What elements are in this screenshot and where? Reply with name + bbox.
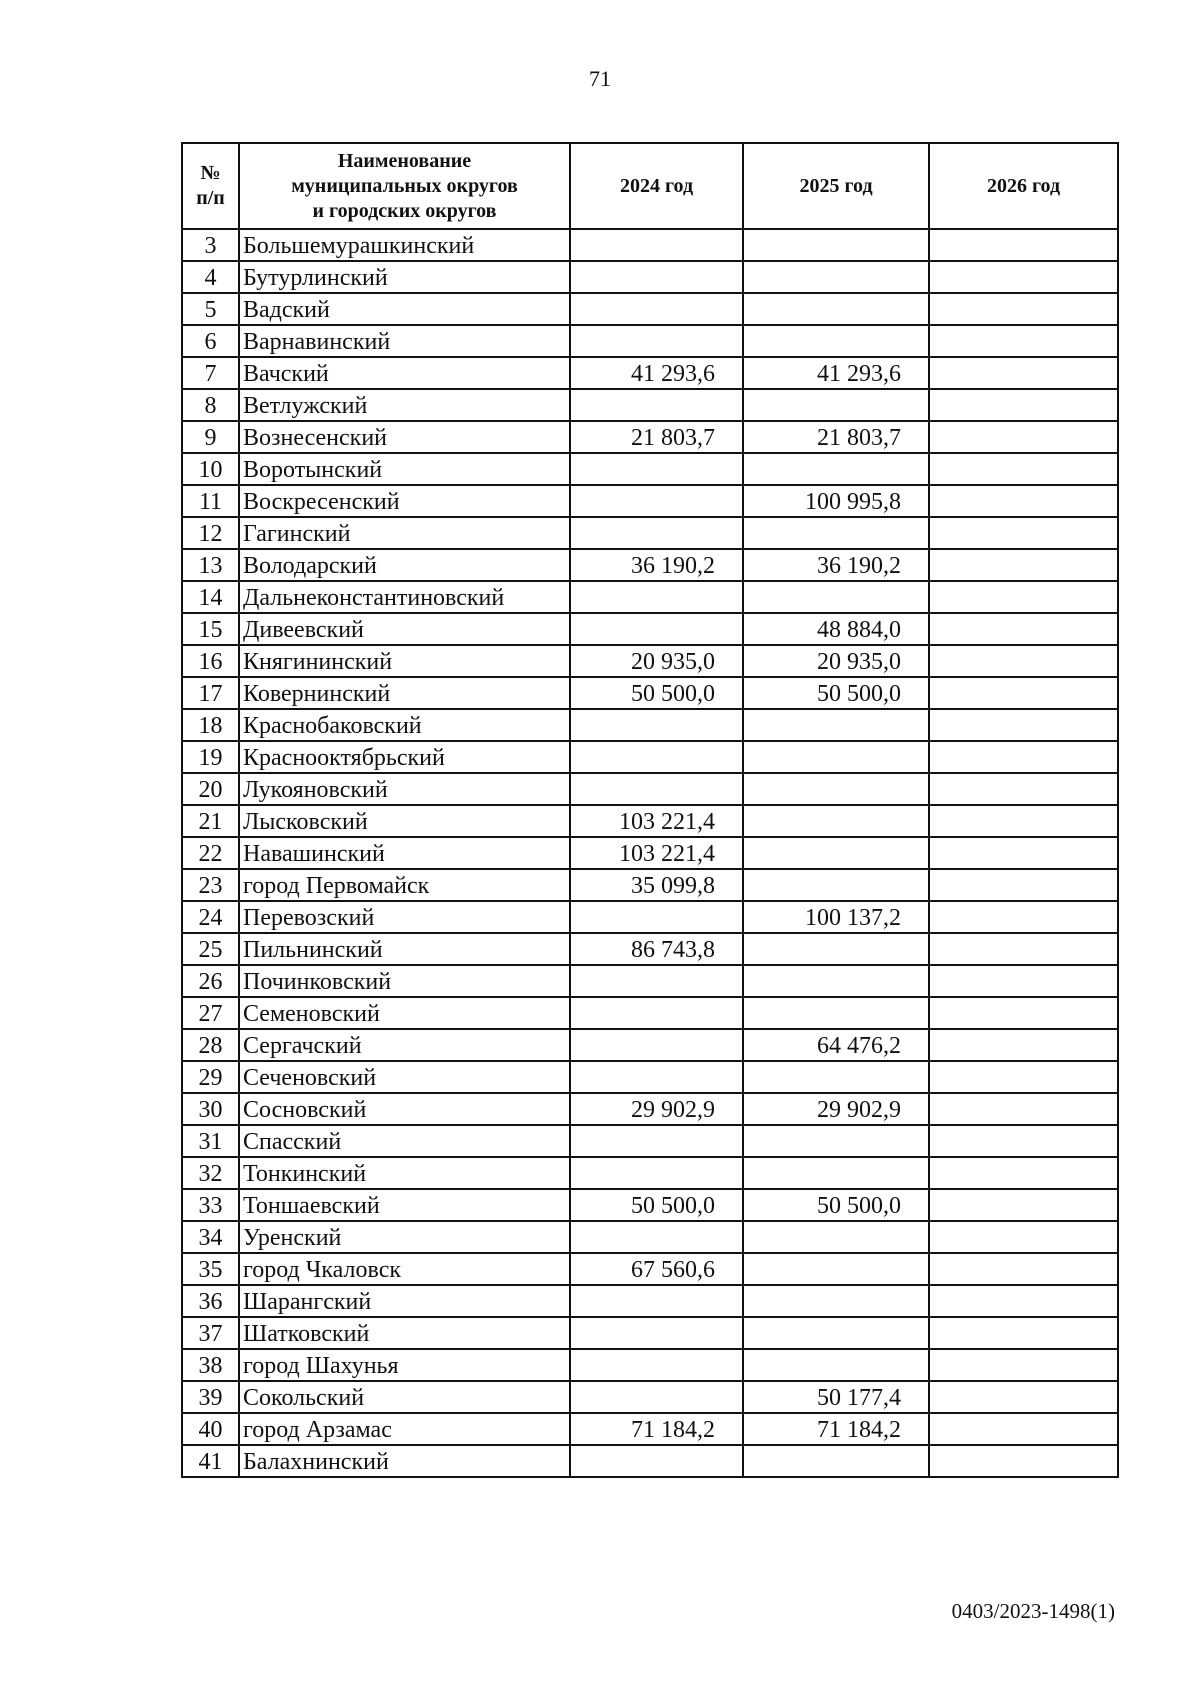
row-number-cell: 6 bbox=[182, 325, 239, 357]
value-2024-cell bbox=[570, 581, 743, 613]
value-2024-cell bbox=[570, 1125, 743, 1157]
value-2025-cell: 21 803,7 bbox=[743, 421, 929, 453]
value-2026-cell bbox=[929, 549, 1118, 581]
district-name-cell: Сергачский bbox=[239, 1029, 570, 1061]
row-number-cell: 24 bbox=[182, 901, 239, 933]
value-2026-cell bbox=[929, 1285, 1118, 1317]
value-2025-cell bbox=[743, 1061, 929, 1093]
header-row bbox=[182, 143, 1118, 229]
value-2024-cell bbox=[570, 741, 743, 773]
value-2025-cell bbox=[743, 1445, 929, 1477]
row-number-cell: 23 bbox=[182, 869, 239, 901]
value-2025-cell bbox=[743, 965, 929, 997]
table-row bbox=[182, 421, 1118, 453]
value-2025-cell: 64 476,2 bbox=[743, 1029, 929, 1061]
value-2026-cell bbox=[929, 421, 1118, 453]
value-2024-cell bbox=[570, 1445, 743, 1477]
district-name-cell: Вачский bbox=[239, 357, 570, 389]
district-name-cell: Воротынский bbox=[239, 453, 570, 485]
table-row bbox=[182, 1125, 1118, 1157]
table-row bbox=[182, 773, 1118, 805]
value-2026-cell bbox=[929, 645, 1118, 677]
value-2025-cell: 100 995,8 bbox=[743, 485, 929, 517]
table-row bbox=[182, 1381, 1118, 1413]
district-name-cell: Тонкинский bbox=[239, 1157, 570, 1189]
value-2024-cell: 41 293,6 bbox=[570, 357, 743, 389]
value-2024-cell bbox=[570, 1381, 743, 1413]
row-number-cell: 14 bbox=[182, 581, 239, 613]
value-2025-cell bbox=[743, 1221, 929, 1253]
value-2024-cell: 35 099,8 bbox=[570, 869, 743, 901]
row-number-cell: 20 bbox=[182, 773, 239, 805]
header-name: Наименование муниципальных округов и городских округов bbox=[239, 143, 570, 229]
value-2024-cell bbox=[570, 453, 743, 485]
value-2026-cell bbox=[929, 933, 1118, 965]
district-name-cell: Сокольский bbox=[239, 1381, 570, 1413]
value-2025-cell: 20 935,0 bbox=[743, 645, 929, 677]
value-2025-cell: 50 177,4 bbox=[743, 1381, 929, 1413]
value-2025-cell: 36 190,2 bbox=[743, 549, 929, 581]
table-row bbox=[182, 837, 1118, 869]
row-number-cell: 36 bbox=[182, 1285, 239, 1317]
row-number-cell: 25 bbox=[182, 933, 239, 965]
value-2024-cell bbox=[570, 389, 743, 421]
value-2024-cell: 50 500,0 bbox=[570, 677, 743, 709]
value-2024-cell bbox=[570, 997, 743, 1029]
value-2024-cell: 21 803,7 bbox=[570, 421, 743, 453]
value-2025-cell bbox=[743, 261, 929, 293]
district-name-cell: город Первомайск bbox=[239, 869, 570, 901]
document-code: 0403/2023-1498(1) bbox=[951, 1599, 1115, 1623]
table-row bbox=[182, 1189, 1118, 1221]
row-number-cell: 33 bbox=[182, 1189, 239, 1221]
table-row bbox=[182, 805, 1118, 837]
row-number-cell: 10 bbox=[182, 453, 239, 485]
value-2025-cell bbox=[743, 1125, 929, 1157]
value-2024-cell bbox=[570, 901, 743, 933]
district-name-cell: Пильнинский bbox=[239, 933, 570, 965]
table-row bbox=[182, 933, 1118, 965]
value-2026-cell bbox=[929, 709, 1118, 741]
row-number-cell: 27 bbox=[182, 997, 239, 1029]
value-2025-cell bbox=[743, 709, 929, 741]
value-2025-cell bbox=[743, 453, 929, 485]
value-2026-cell bbox=[929, 325, 1118, 357]
district-name-cell: Балахнинский bbox=[239, 1445, 570, 1477]
value-2025-cell bbox=[743, 805, 929, 837]
table-row bbox=[182, 453, 1118, 485]
table-row bbox=[182, 1221, 1118, 1253]
district-name-cell: Дивеевский bbox=[239, 613, 570, 645]
header-2026: 2026 год bbox=[929, 143, 1118, 229]
value-2026-cell bbox=[929, 869, 1118, 901]
row-number-cell: 19 bbox=[182, 741, 239, 773]
value-2026-cell bbox=[929, 1381, 1118, 1413]
district-name-cell: Лысковский bbox=[239, 805, 570, 837]
row-number-cell: 4 bbox=[182, 261, 239, 293]
district-name-cell: Шатковский bbox=[239, 1317, 570, 1349]
table-row bbox=[182, 869, 1118, 901]
row-number-cell: 16 bbox=[182, 645, 239, 677]
value-2025-cell bbox=[743, 229, 929, 261]
table-row bbox=[182, 357, 1118, 389]
value-2026-cell bbox=[929, 453, 1118, 485]
value-2026-cell bbox=[929, 581, 1118, 613]
district-name-cell: Вадский bbox=[239, 293, 570, 325]
header-2024: 2024 год bbox=[570, 143, 743, 229]
value-2025-cell bbox=[743, 325, 929, 357]
table-row bbox=[182, 1413, 1118, 1445]
district-name-cell: Ветлужский bbox=[239, 389, 570, 421]
district-name-cell: Гагинский bbox=[239, 517, 570, 549]
row-number-cell: 32 bbox=[182, 1157, 239, 1189]
district-name-cell: Ковернинский bbox=[239, 677, 570, 709]
value-2025-cell bbox=[743, 293, 929, 325]
value-2026-cell bbox=[929, 1221, 1118, 1253]
row-number-cell: 38 bbox=[182, 1349, 239, 1381]
row-number-cell: 8 bbox=[182, 389, 239, 421]
value-2025-cell bbox=[743, 1285, 929, 1317]
table-row bbox=[182, 677, 1118, 709]
table-row bbox=[182, 1317, 1118, 1349]
row-number-cell: 17 bbox=[182, 677, 239, 709]
table-row bbox=[182, 1445, 1118, 1477]
district-name-cell: город Арзамас bbox=[239, 1413, 570, 1445]
value-2026-cell bbox=[929, 741, 1118, 773]
row-number-cell: 41 bbox=[182, 1445, 239, 1477]
value-2026-cell bbox=[929, 1317, 1118, 1349]
row-number-cell: 29 bbox=[182, 1061, 239, 1093]
value-2026-cell bbox=[929, 293, 1118, 325]
table-row bbox=[182, 1285, 1118, 1317]
district-name-cell: Княгининский bbox=[239, 645, 570, 677]
table-header bbox=[182, 143, 1118, 229]
value-2026-cell bbox=[929, 517, 1118, 549]
value-2024-cell: 103 221,4 bbox=[570, 805, 743, 837]
district-name-cell: Воскресенский bbox=[239, 485, 570, 517]
value-2025-cell bbox=[743, 517, 929, 549]
value-2024-cell bbox=[570, 1349, 743, 1381]
table-row bbox=[182, 293, 1118, 325]
allocation-table bbox=[181, 142, 1119, 1478]
table-row bbox=[182, 1157, 1118, 1189]
value-2026-cell bbox=[929, 1093, 1118, 1125]
value-2024-cell bbox=[570, 229, 743, 261]
value-2024-cell bbox=[570, 517, 743, 549]
value-2024-cell bbox=[570, 261, 743, 293]
table-row bbox=[182, 613, 1118, 645]
value-2025-cell: 48 884,0 bbox=[743, 613, 929, 645]
table-row bbox=[182, 581, 1118, 613]
district-name-cell: Спасский bbox=[239, 1125, 570, 1157]
district-name-cell: Бутурлинский bbox=[239, 261, 570, 293]
table-row bbox=[182, 1093, 1118, 1125]
value-2024-cell bbox=[570, 613, 743, 645]
row-number-cell: 37 bbox=[182, 1317, 239, 1349]
table-row bbox=[182, 741, 1118, 773]
table-row bbox=[182, 709, 1118, 741]
value-2024-cell: 71 184,2 bbox=[570, 1413, 743, 1445]
value-2026-cell bbox=[929, 997, 1118, 1029]
value-2026-cell bbox=[929, 1349, 1118, 1381]
value-2024-cell bbox=[570, 485, 743, 517]
value-2025-cell bbox=[743, 581, 929, 613]
table-row bbox=[182, 997, 1118, 1029]
table-row bbox=[182, 325, 1118, 357]
district-name-cell: Краснооктябрьский bbox=[239, 741, 570, 773]
value-2026-cell bbox=[929, 805, 1118, 837]
value-2025-cell: 29 902,9 bbox=[743, 1093, 929, 1125]
district-name-cell: Навашинский bbox=[239, 837, 570, 869]
value-2026-cell bbox=[929, 965, 1118, 997]
header-2025: 2025 год bbox=[743, 143, 929, 229]
value-2026-cell bbox=[929, 389, 1118, 421]
value-2025-cell bbox=[743, 1157, 929, 1189]
value-2024-cell: 67 560,6 bbox=[570, 1253, 743, 1285]
row-number-cell: 3 bbox=[182, 229, 239, 261]
value-2025-cell bbox=[743, 933, 929, 965]
value-2026-cell bbox=[929, 677, 1118, 709]
value-2025-cell bbox=[743, 1317, 929, 1349]
value-2026-cell bbox=[929, 901, 1118, 933]
row-number-cell: 9 bbox=[182, 421, 239, 453]
row-number-cell: 15 bbox=[182, 613, 239, 645]
value-2026-cell bbox=[929, 837, 1118, 869]
table-row bbox=[182, 901, 1118, 933]
header-num: № п/п bbox=[182, 143, 239, 229]
district-name-cell: Варнавинский bbox=[239, 325, 570, 357]
row-number-cell: 21 bbox=[182, 805, 239, 837]
value-2026-cell bbox=[929, 1253, 1118, 1285]
value-2026-cell bbox=[929, 1061, 1118, 1093]
row-number-cell: 18 bbox=[182, 709, 239, 741]
value-2026-cell bbox=[929, 1445, 1118, 1477]
district-name-cell: Сосновский bbox=[239, 1093, 570, 1125]
value-2024-cell bbox=[570, 293, 743, 325]
value-2024-cell bbox=[570, 1157, 743, 1189]
row-number-cell: 13 bbox=[182, 549, 239, 581]
value-2025-cell bbox=[743, 869, 929, 901]
row-number-cell: 40 bbox=[182, 1413, 239, 1445]
value-2025-cell bbox=[743, 1253, 929, 1285]
row-number-cell: 26 bbox=[182, 965, 239, 997]
row-number-cell: 12 bbox=[182, 517, 239, 549]
value-2026-cell bbox=[929, 1413, 1118, 1445]
value-2024-cell: 36 190,2 bbox=[570, 549, 743, 581]
district-name-cell: Перевозский bbox=[239, 901, 570, 933]
district-name-cell: Краснобаковский bbox=[239, 709, 570, 741]
value-2026-cell bbox=[929, 773, 1118, 805]
district-name-cell: Починковский bbox=[239, 965, 570, 997]
value-2026-cell bbox=[929, 613, 1118, 645]
value-2024-cell bbox=[570, 1317, 743, 1349]
district-name-cell: Лукояновский bbox=[239, 773, 570, 805]
row-number-cell: 28 bbox=[182, 1029, 239, 1061]
value-2025-cell bbox=[743, 837, 929, 869]
value-2025-cell bbox=[743, 773, 929, 805]
district-name-cell: Шарангский bbox=[239, 1285, 570, 1317]
value-2024-cell: 20 935,0 bbox=[570, 645, 743, 677]
row-number-cell: 30 bbox=[182, 1093, 239, 1125]
district-name-cell: Володарский bbox=[239, 549, 570, 581]
row-number-cell: 11 bbox=[182, 485, 239, 517]
district-name-cell: Большемурашкинский bbox=[239, 229, 570, 261]
table-row bbox=[182, 1253, 1118, 1285]
value-2026-cell bbox=[929, 1189, 1118, 1221]
value-2024-cell: 29 902,9 bbox=[570, 1093, 743, 1125]
row-number-cell: 7 bbox=[182, 357, 239, 389]
value-2025-cell: 71 184,2 bbox=[743, 1413, 929, 1445]
value-2026-cell bbox=[929, 357, 1118, 389]
value-2025-cell bbox=[743, 741, 929, 773]
row-number-cell: 31 bbox=[182, 1125, 239, 1157]
value-2025-cell bbox=[743, 997, 929, 1029]
district-name-cell: Уренский bbox=[239, 1221, 570, 1253]
value-2026-cell bbox=[929, 485, 1118, 517]
value-2026-cell bbox=[929, 229, 1118, 261]
value-2024-cell bbox=[570, 325, 743, 357]
district-name-cell: Семеновский bbox=[239, 997, 570, 1029]
district-name-cell: Тоншаевский bbox=[239, 1189, 570, 1221]
value-2024-cell bbox=[570, 709, 743, 741]
value-2026-cell bbox=[929, 1029, 1118, 1061]
table-row bbox=[182, 517, 1118, 549]
value-2024-cell bbox=[570, 773, 743, 805]
row-number-cell: 39 bbox=[182, 1381, 239, 1413]
table-body bbox=[182, 229, 1118, 1477]
value-2024-cell: 86 743,8 bbox=[570, 933, 743, 965]
value-2026-cell bbox=[929, 1125, 1118, 1157]
page-number: 71 bbox=[589, 66, 611, 91]
value-2026-cell bbox=[929, 1157, 1118, 1189]
value-2025-cell: 50 500,0 bbox=[743, 677, 929, 709]
value-2025-cell: 41 293,6 bbox=[743, 357, 929, 389]
table-row bbox=[182, 485, 1118, 517]
value-2024-cell: 103 221,4 bbox=[570, 837, 743, 869]
table-row bbox=[182, 1349, 1118, 1381]
table-row bbox=[182, 965, 1118, 997]
table-row bbox=[182, 1061, 1118, 1093]
district-name-cell: город Чкаловск bbox=[239, 1253, 570, 1285]
table-row bbox=[182, 229, 1118, 261]
value-2025-cell: 100 137,2 bbox=[743, 901, 929, 933]
value-2024-cell bbox=[570, 1285, 743, 1317]
row-number-cell: 22 bbox=[182, 837, 239, 869]
district-name-cell: Дальнеконстантиновский bbox=[239, 581, 570, 613]
value-2024-cell: 50 500,0 bbox=[570, 1189, 743, 1221]
value-2024-cell bbox=[570, 1029, 743, 1061]
value-2025-cell: 50 500,0 bbox=[743, 1189, 929, 1221]
value-2024-cell bbox=[570, 1061, 743, 1093]
value-2026-cell bbox=[929, 261, 1118, 293]
district-name-cell: Вознесенский bbox=[239, 421, 570, 453]
value-2025-cell bbox=[743, 389, 929, 421]
table-row bbox=[182, 1029, 1118, 1061]
table-row bbox=[182, 389, 1118, 421]
table-row bbox=[182, 549, 1118, 581]
row-number-cell: 34 bbox=[182, 1221, 239, 1253]
row-number-cell: 35 bbox=[182, 1253, 239, 1285]
row-number-cell: 5 bbox=[182, 293, 239, 325]
table-row bbox=[182, 645, 1118, 677]
value-2024-cell bbox=[570, 1221, 743, 1253]
value-2024-cell bbox=[570, 965, 743, 997]
value-2025-cell bbox=[743, 1349, 929, 1381]
district-name-cell: город Шахунья bbox=[239, 1349, 570, 1381]
table-row bbox=[182, 261, 1118, 293]
district-name-cell: Сеченовский bbox=[239, 1061, 570, 1093]
